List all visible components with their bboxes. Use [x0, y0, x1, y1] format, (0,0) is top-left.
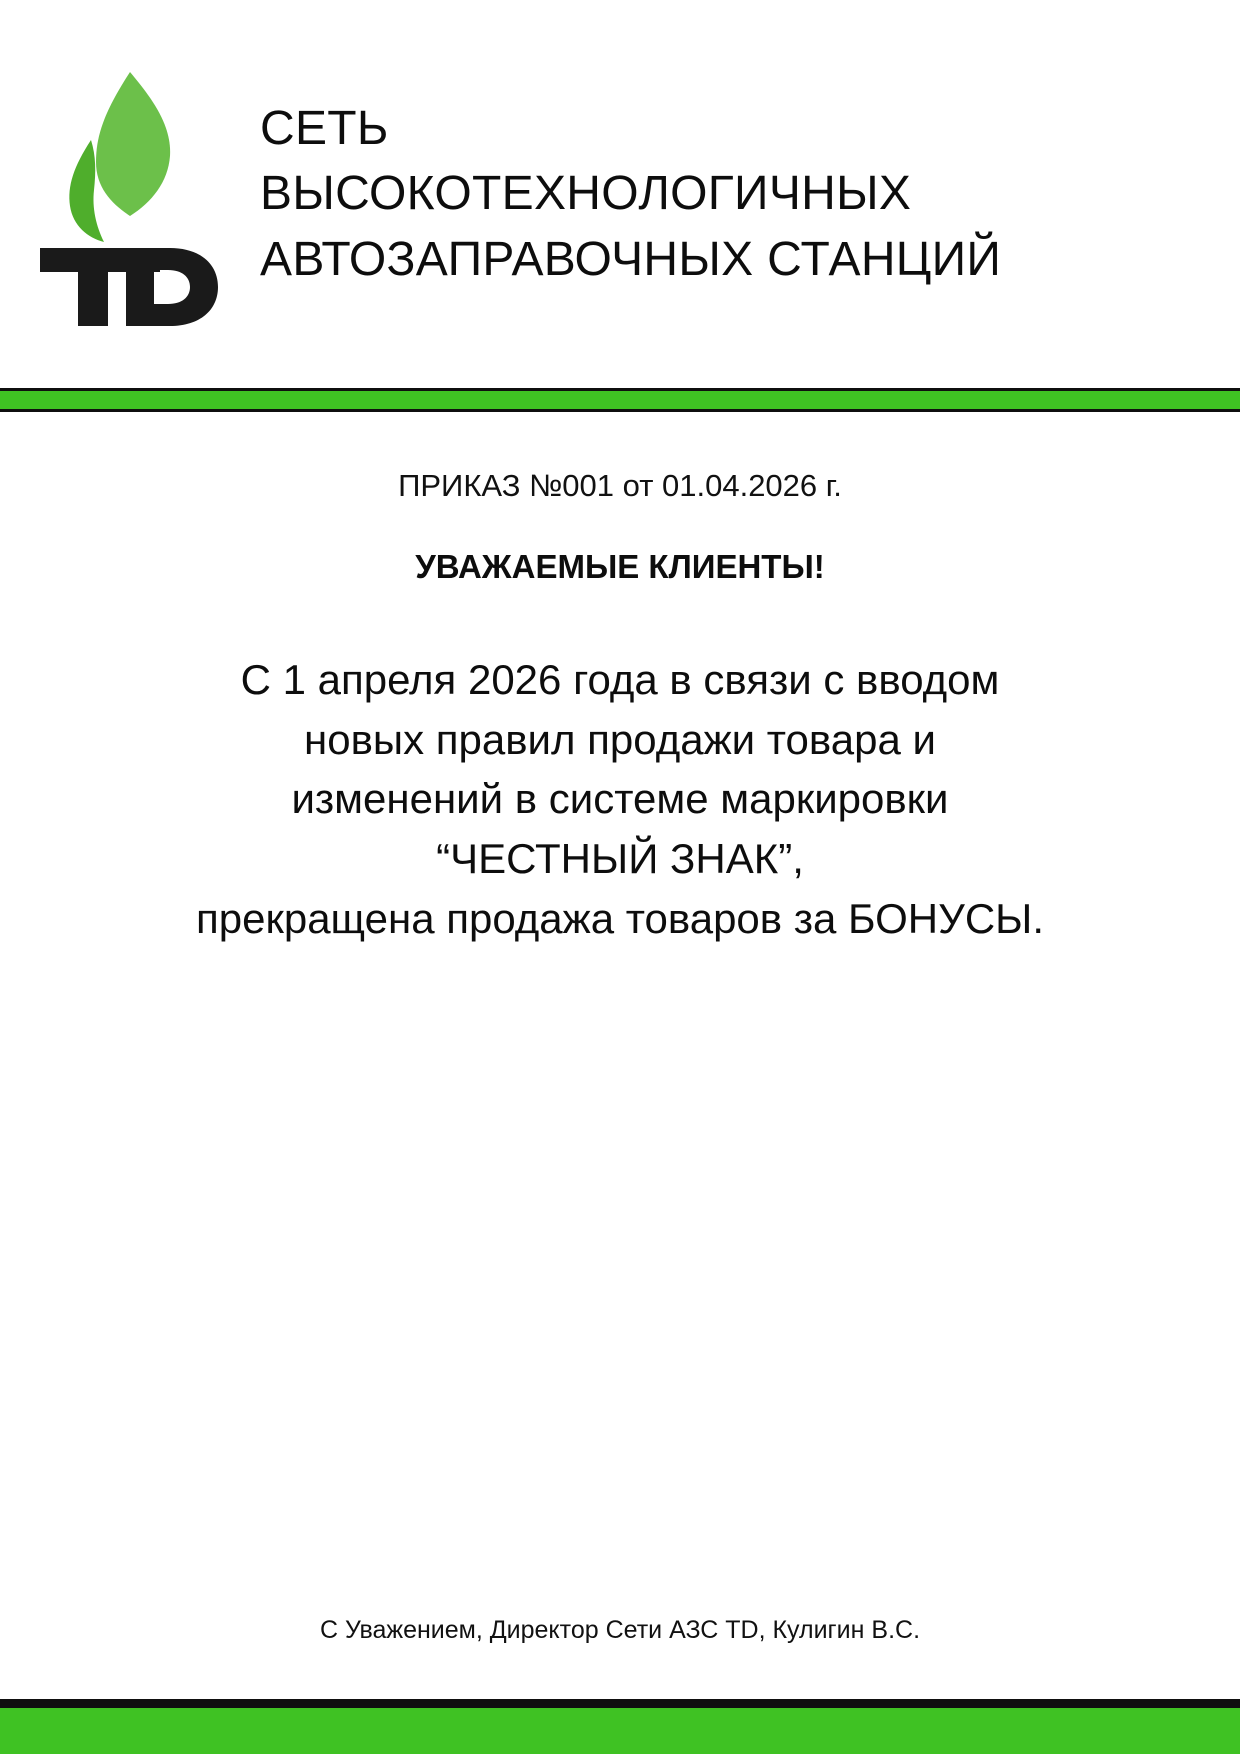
header-title-line-2: ВЫСОКОТЕХНОЛОГИЧНЫХ	[260, 167, 912, 221]
green-flame-icon	[69, 72, 170, 242]
announcement-line-1: С 1 апреля 2026 года в связи с вводом	[240, 656, 1000, 703]
document-header	[0, 0, 1240, 388]
header-title-block	[260, 97, 1001, 291]
footer-divider-black	[0, 1699, 1240, 1708]
order-number-line: ПРИКАЗ №001 от 01.04.2026 г.	[398, 468, 842, 503]
signature-line: С Уважением, Директор Сети АЗС TD, Кулигин В.С.	[319, 1616, 921, 1644]
announcement-line-4: “ЧЕСТНЫЙ ЗНАК”,	[436, 834, 804, 882]
header-title-line-3: АВТОЗАПРАВОЧНЫХ СТАНЦИЙ	[260, 232, 1002, 286]
announcement-line-3: изменений в системе маркировки	[291, 775, 949, 823]
footer-band-green	[0, 1708, 1240, 1754]
document-body	[0, 412, 1240, 1699]
header-title-line-1: СЕТЬ	[260, 101, 389, 155]
company-logo	[34, 66, 224, 328]
announcement-text	[60, 650, 1180, 948]
salutation-text: УВАЖАЕМЫЕ КЛИЕНТЫ!	[415, 548, 825, 585]
announcement-line-5: прекращена продажа товаров за БОНУСЫ.	[196, 894, 1044, 942]
header-divider-green	[0, 388, 1240, 412]
logo-wordmark	[40, 248, 218, 326]
announcement-line-2: новых правил продажи товара и	[304, 715, 936, 763]
